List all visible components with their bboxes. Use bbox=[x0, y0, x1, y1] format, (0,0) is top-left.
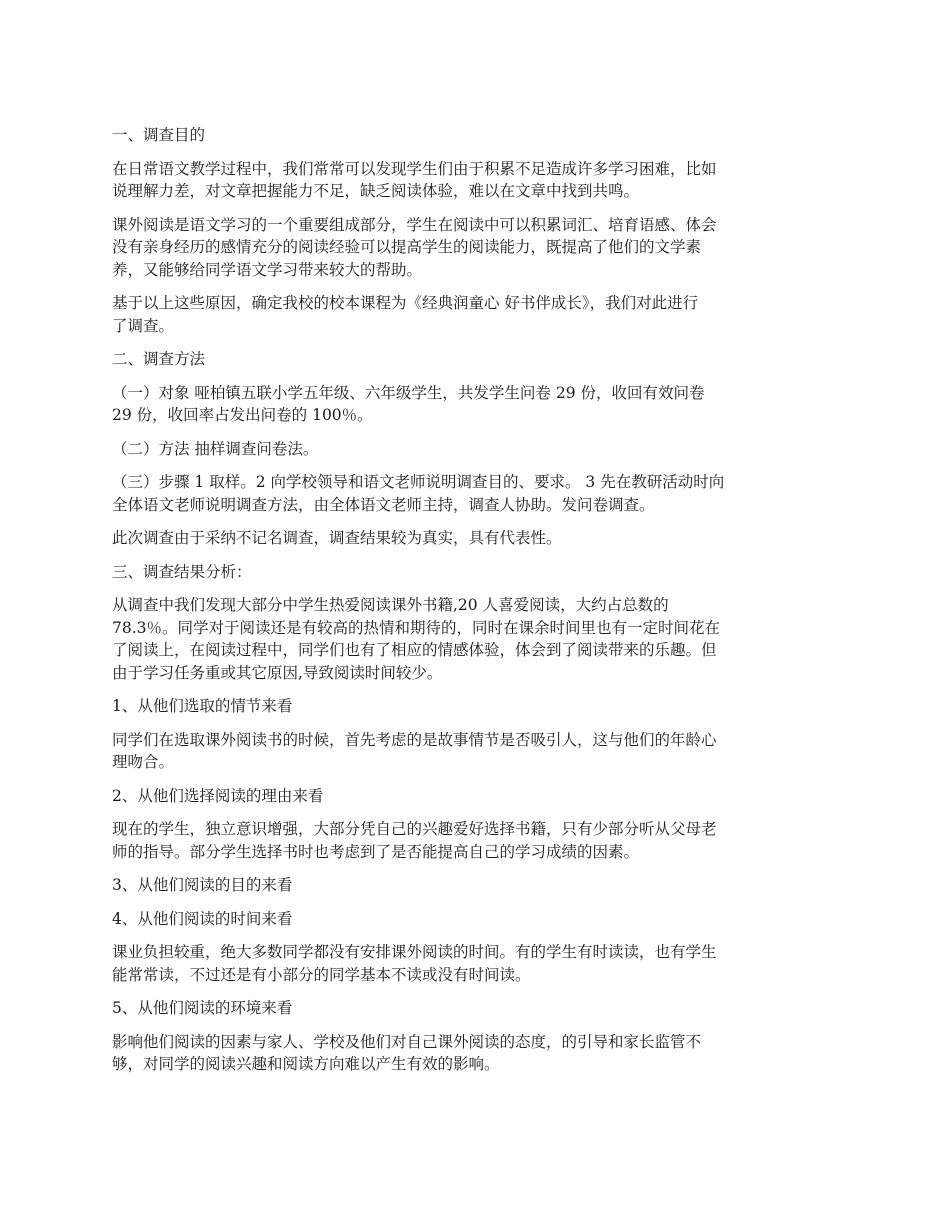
paragraph-survey-steps: （三）步骤 1 取样。2 向学校领导和语文老师说明调查目的、要求。 3 先在教研活动时向 全体语文老师说明调查方法，由全体语文老师主持，调查人协助。发问卷调查。 bbox=[112, 473, 725, 514]
subheading-reading-environment: 5、从他们阅读的环境来看 bbox=[112, 999, 293, 1017]
paragraph-extracurricular-reading: 课外阅读是语文学习的一个重要组成部分，学生在阅读中可以积累词汇、培育语感、体会 没有亲身经历的感情充分的阅读经验可以提高学生的阅读能力，既提高了他们的文学素 养，又能够给同学语文学习带来较大的帮助。 bbox=[112, 215, 717, 279]
paragraph-reading-reasons: 现在的学生，独立意识增强，大部分凭自己的兴趣爱好选择书籍，只有少部分听从父母老 师的指导。部分学生选择书时也考虑到了是否能提高自己的学习成绩的因素。 bbox=[112, 820, 717, 861]
paragraph-survey-anonymity: 此次调查由于采纳不记名调查，调查结果较为真实，具有代表性。 bbox=[112, 529, 562, 547]
paragraph-course-decision: 基于以上这些原因，确定我校的校本课程为《经典润童心 好书伴成长》，我们对此进行 了调查。 bbox=[112, 294, 699, 335]
paragraph-survey-approach: （二）方法 抽样调查问卷法。 bbox=[112, 439, 319, 458]
paragraph-reading-environment: 影响他们阅读的因素与家人、学校及他们对自己课外阅读的态度，的引导和家长监管不 够，对同学的阅读兴趣和阅读方向难以产生有效的影响。 bbox=[112, 1032, 702, 1073]
subheading-reading-time: 4、从他们阅读的时间来看 bbox=[112, 909, 293, 928]
paragraph-background: 在日常语文教学过程中，我们常常可以发现学生们由于积累不足造成许多学习困难，比如 说理解力差，对文章把握能力不足，缺乏阅读体验，难以在文章中找到共鸣。 bbox=[112, 159, 717, 200]
paragraph-result-summary: 从调查中我们发现大部分中学生热爱阅读课外书籍,20 人喜爱阅读，大约占总数的 78.3％。同学对于阅读还是有较高的热情和期待的，同时在课余时间里也有一定时间花在 了阅读上，在阅读过程中，同学们也有了相应的情感体验，体会到了阅读带来的乐趣。但 由于学习任务重或其它原因,导致阅读时间较少。 bbox=[112, 596, 721, 682]
section-heading-survey-purpose: 一、调查目的 bbox=[112, 126, 206, 144]
subheading-plot-choice: 1、从他们选取的情节来看 bbox=[112, 697, 293, 715]
document-page bbox=[112, 124, 838, 1087]
paragraph-survey-subjects: （一）对象 哑柏镇五联小学五年级、六年级学生，共发学生问卷 29 份，收回有效问卷 29 份，收回率占发出问卷的 100％。 bbox=[112, 383, 705, 424]
section-heading-survey-method: 二、调查方法 bbox=[112, 350, 206, 368]
subheading-reading-purpose: 3、从他们阅读的目的来看 bbox=[112, 876, 293, 894]
paragraph-reading-time: 课业负担较重，绝大多数同学都没有安排课外阅读的时间。有的学生有时读读，也有学生 能常常读，不过还是有小部分的同学基本不读或没有时间读。 bbox=[112, 943, 717, 984]
paragraph-plot-choice: 同学们在选取课外阅读书的时候，首先考虑的是故事情节是否吸引人，这与他们的年龄心 理吻合。 bbox=[112, 730, 717, 771]
subheading-reading-reasons: 2、从他们选择阅读的理由来看 bbox=[112, 786, 324, 805]
section-heading-result-analysis: 三、调查结果分析： bbox=[112, 562, 252, 581]
